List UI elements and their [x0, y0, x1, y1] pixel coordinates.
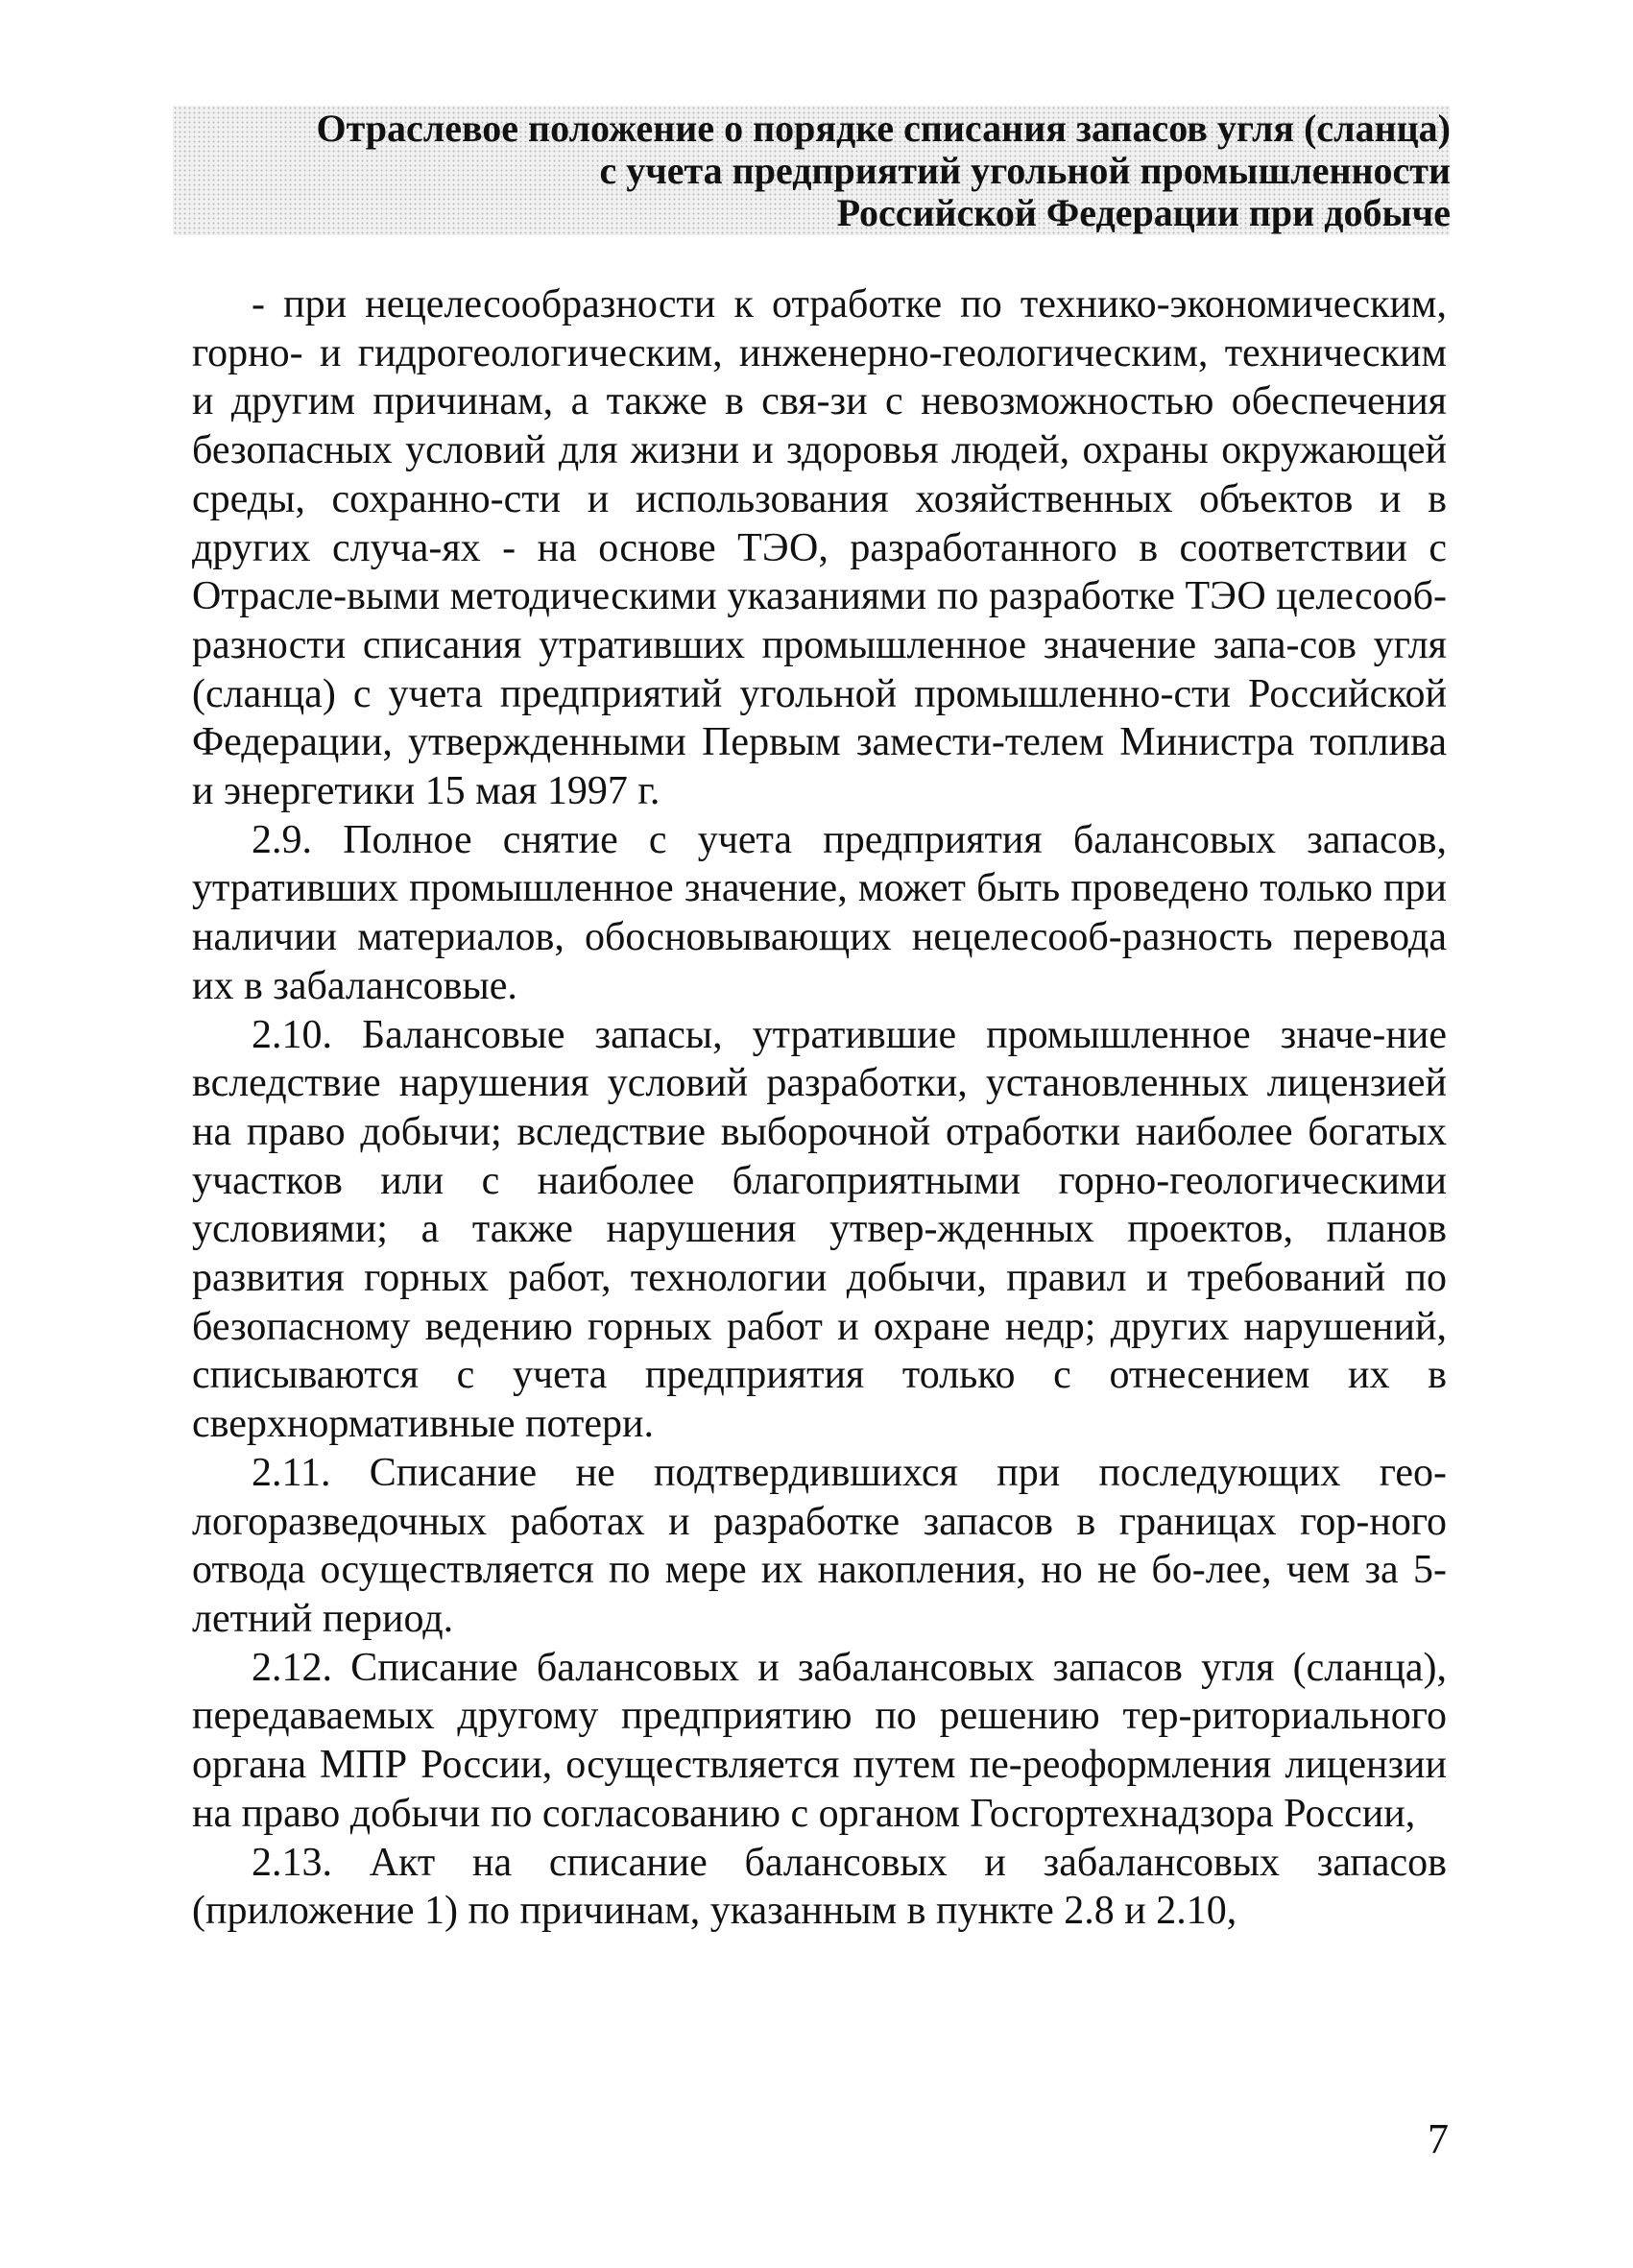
paragraph-2-11: 2.11. Списание не подтвердившихся при последующих гео-логоразведочных работах и разработке запасов в границах гор-ного отвода осуществляется по мере их накопления, но не бо-лее, чем за 5-летний период.: [192, 1450, 1447, 1641]
paragraph-2-9: 2.9. Полное снятие с учета предприятия балансовых запасов, утративших промышленное значение, может быть проведено только при наличии материалов, обосновывающих нецелесооб-разность перевода их в забалансовые.: [192, 817, 1447, 1008]
paragraph-criteria-continuation: - при нецелесообразности к отработке по технико-экономическим, горно- и гидрогеологическим, инженерно-геологическим, техническим и другим причинам, а также в свя-зи с невозможностью обеспечения безопасных условий для жизни и здоровья людей, охраны окружающей среды, сохранно-сти и использования хозяйственных объектов и в других случа-ях - на основе ТЭО, разработанного в соответствии с Отрасле-выми методическими указаниями по разработке ТЭО целесооб-разности списания утративших промышленное значение запа-сов угля (сланца) с учета предприятий угольной промышленно-сти Российской Федерации, утвержденными Первым замести-телем Министра топлива и энергетики 15 мая 1997 г.: [192, 282, 1447, 814]
page-number: 7: [1428, 2115, 1449, 2162]
paragraph-2-13: 2.13. Акт на списание балансовых и забалансовых запасов (приложение 1) по причинам, указанным в пункте 2.8 и 2.10,: [192, 1840, 1447, 1934]
paragraph-2-10: 2.10. Балансовые запасы, утратившие промышленное значе-ние вследствие нарушения условий разработки, установленных лицензией на право добычи; вследствие выборочной отработки наиболее богатых участков или с наиболее благоприятными горно-геологическими условиями; а также нарушения утвер-жденных проектов, планов развития горных работ, технологии добычи, правил и требований по безопасному ведению горных работ и охране недр; других нарушений, списываются с учета предприятия только с отнесением их в сверхнормативные потери.: [192, 1012, 1447, 1447]
running-header: [174, 108, 1451, 234]
header-line-3: Российской Федерации при добыче: [836, 191, 1451, 234]
header-line-2: с учета предприятий угольной промышленности: [599, 149, 1451, 192]
header-line-1: Отраслевое положение о порядке списания запасов угля (сланца): [316, 107, 1451, 150]
paragraph-2-12: 2.12. Списание балансовых и забалансовых запасов угля (сланца), передаваемых другому предприятию по решению тер-риториального органа МПР России, осуществляется путем пе-реоформления лицензии на право добычи по согласованию с органом Госгортехнадзора России,: [192, 1645, 1447, 1836]
body-text: [192, 280, 1447, 1936]
